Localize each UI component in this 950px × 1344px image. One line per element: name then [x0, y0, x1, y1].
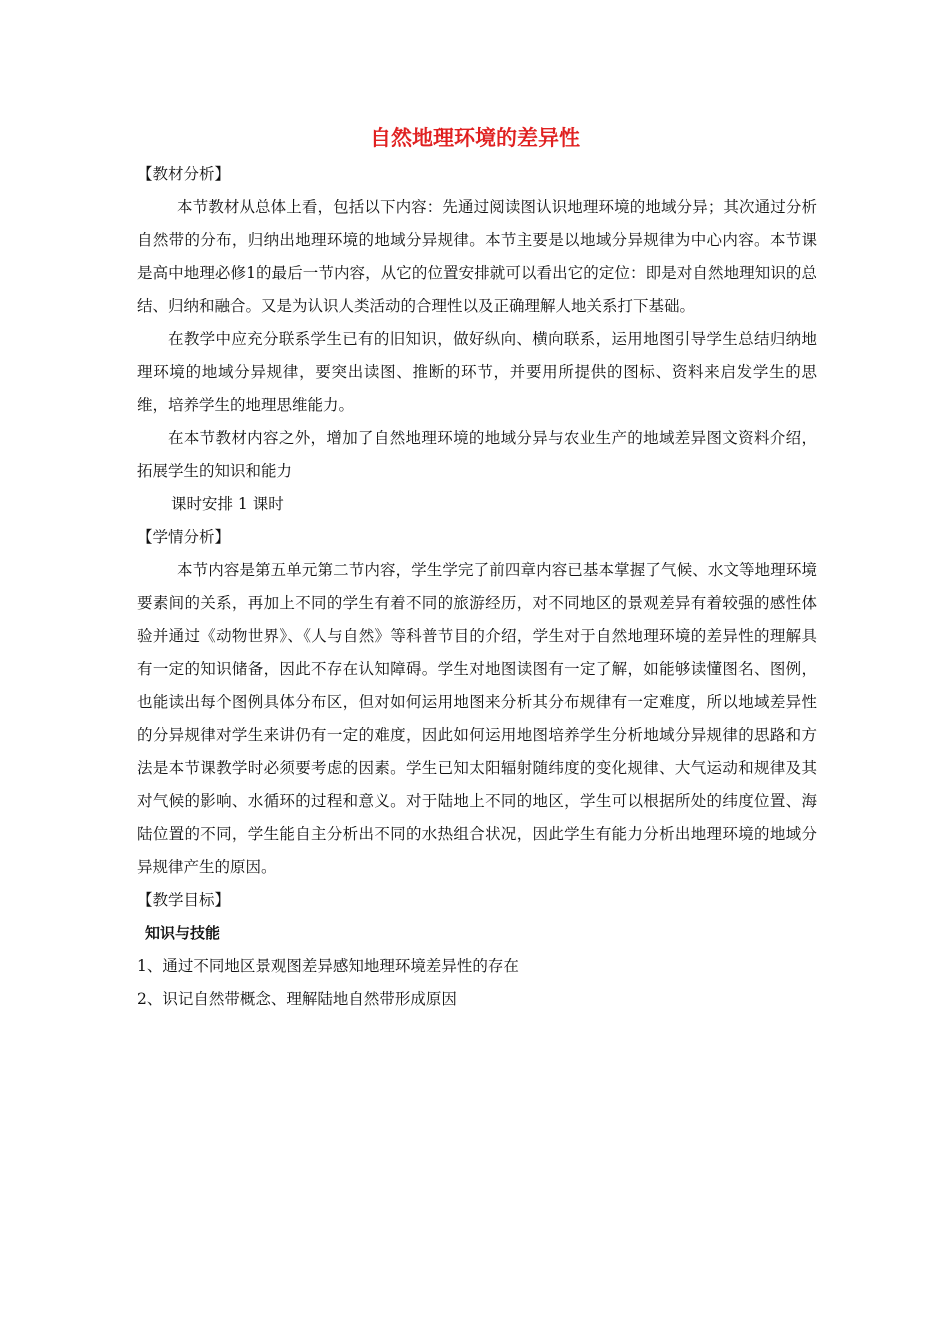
paragraph: 本节教材从总体上看，包括以下内容：先通过阅读图认识地理环境的地域分异；其次通过分析自然带的分布，归纳出地理环境的地域分异规律。本节主要是以地域分异规律为中心内容。本节课是高中地理必修1的最后一节内容，从它的位置安排就可以看出它的定位：即是对自然地理知识的总结、归纳和融合。又是为认识人类活动的合理性以及正确理解人地关系打下基础。 [137, 198, 817, 315]
subheading-knowledge-skills: 知识与技能 [145, 924, 221, 942]
class-hours-text: 课时安排 1 课时 [171, 495, 284, 513]
section-heading-student-analysis: 【学情分析】 [137, 528, 231, 546]
section-heading-teaching-goals: 【教学目标】 [137, 891, 231, 909]
list-item: 2、识记自然带概念、理解陆地自然带形成原因 [137, 990, 457, 1008]
section-heading-textbook-analysis: 【教材分析】 [137, 165, 231, 183]
list-item: 1、通过不同地区景观图差异感知地理环境差异性的存在 [137, 957, 519, 975]
paragraph: 在本节教材内容之外，增加了自然地理环境的地域分异与农业生产的地域差异图文资料介绍，拓展学生的知识和能力 [137, 429, 817, 480]
paragraph: 本节内容是第五单元第二节内容，学生学完了前四章内容已基本掌握了气候、水文等地理环境要素间的关系，再加上不同的学生有着不同的旅游经历，对不同地区的景观差异有着较强的感性体验并通过《动物世界》、《人与自然》等科普节目的介绍，学生对于自然地理环境的差异性的理解具有一定的知识储备，因此不存在认知障碍。学生对地图读图有一定了解，如能够读懂图名、图例，也能读出每个图例具体分布区，但对如何运用地图来分析其分布规律有一定难度，所以地域差异性的分异规律对学生来讲仍有一定的难度，因此如何运用地图培养学生分析地域分异规律的思路和方法是本节课教学时必须要考虑的因素。学生已知太阳辐射随纬度的变化规律、大气运动和规律及其对气候的影响、水循环的过程和意义。对于陆地上不同的地区，学生可以根据所处的纬度位置、海陆位置的不同，学生能自主分析出不同的水热组合状况，因此学生有能力分析出地理环境的地域分异规律产生的原因。 [137, 561, 817, 876]
document-title: 自然地理环境的差异性 [370, 125, 580, 150]
paragraph: 在教学中应充分联系学生已有的旧知识，做好纵向、横向联系，运用地图引导学生总结归纳地理环境的地域分异规律，要突出读图、推断的环节，并要用所提供的图标、资料来启发学生的思维，培养学生的地理思维能力。 [137, 330, 817, 414]
document-body [137, 158, 817, 1016]
